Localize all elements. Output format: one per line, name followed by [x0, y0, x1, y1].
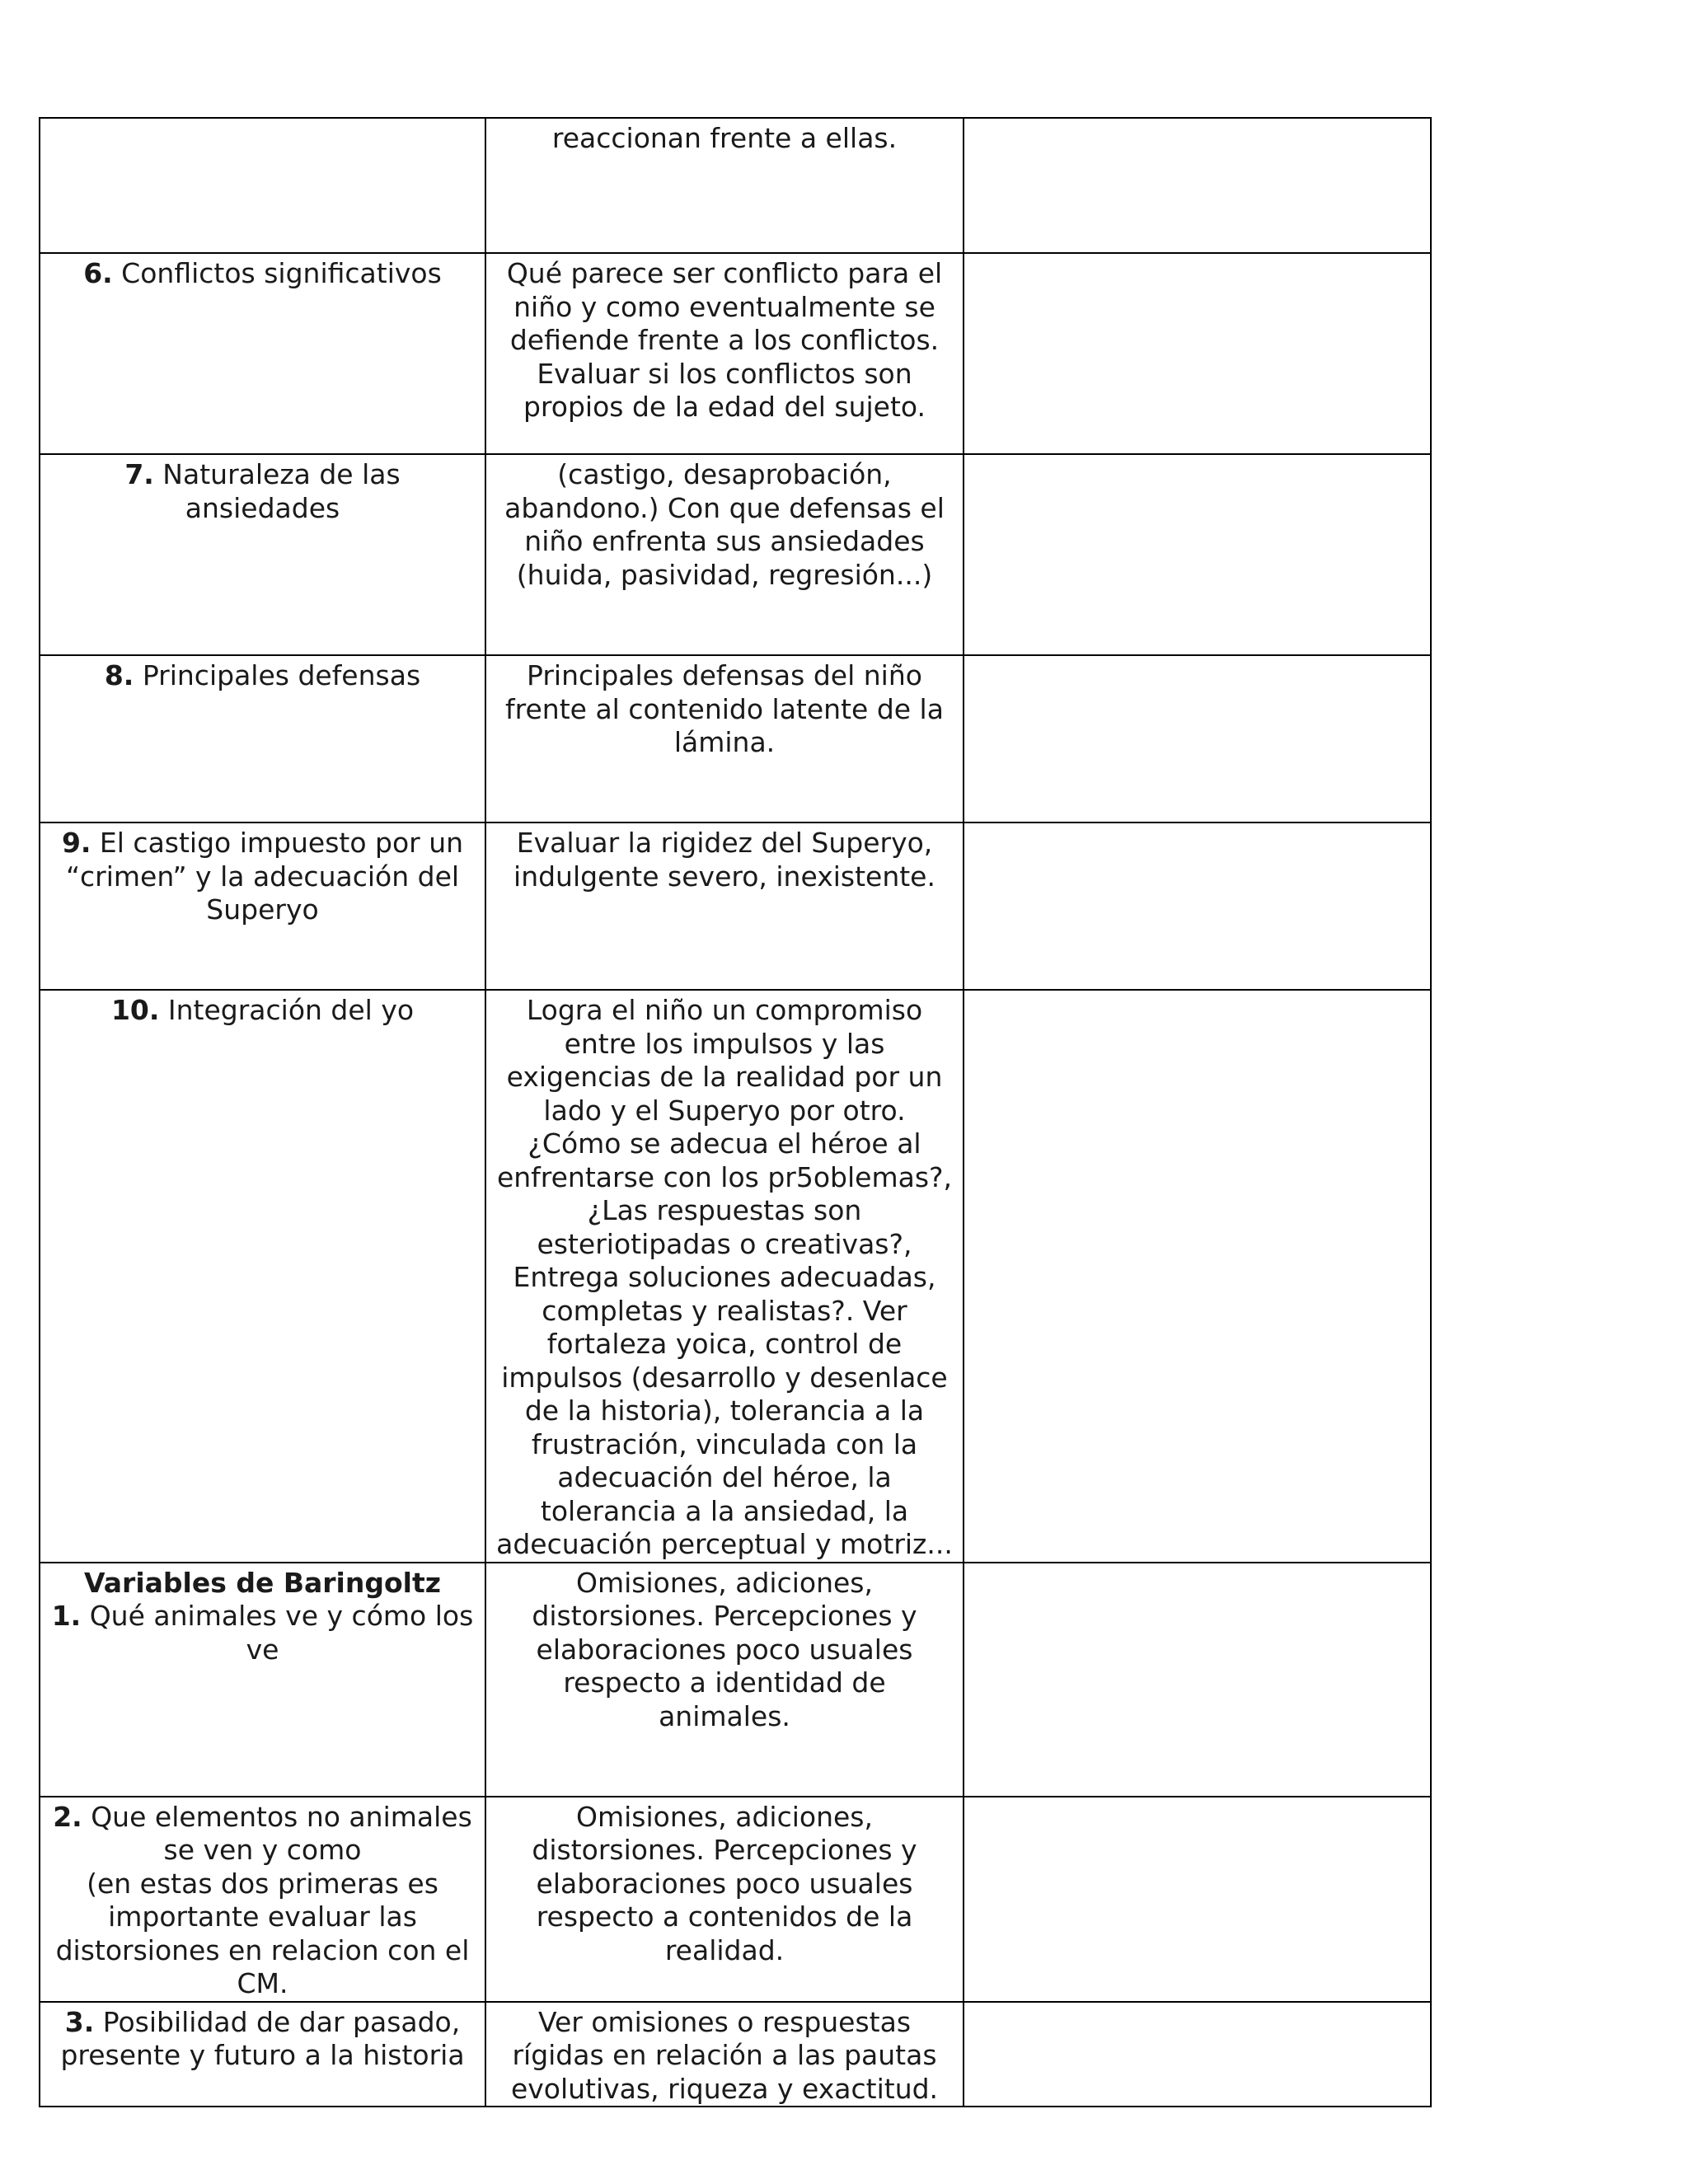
notes-cell [964, 823, 1431, 990]
notes-cell [964, 655, 1431, 823]
description-cell [485, 823, 964, 990]
variable-label: Qué animales ve y cómo los ve [81, 1600, 474, 1666]
table-row [40, 655, 1431, 823]
table-row [40, 1563, 1431, 1797]
variable-cell [40, 2002, 485, 2107]
description-text: Evaluar la rigidez del Superyo, indulgente severo, inexistente. [513, 827, 935, 893]
item-number: 7. [124, 458, 154, 490]
description-cell [485, 454, 964, 655]
item-number: 6. [83, 257, 113, 289]
variable-cell [40, 655, 485, 823]
variable-cell [40, 1797, 485, 2002]
description-cell [485, 655, 964, 823]
description-cell [485, 2002, 964, 2107]
description-cell [485, 1563, 964, 1797]
description-cell [485, 253, 964, 454]
description-text: reaccionan frente a ellas. [551, 122, 898, 154]
notes-cell [964, 990, 1431, 1563]
description-text: Omisiones, adiciones, distorsiones. Percepciones y elaboraciones poco usuales respecto a contenidos de la realidad. [532, 1800, 917, 1966]
table-row [40, 118, 1431, 253]
variable-label: Posibilidad de dar pasado, presente y futuro a la historia [60, 2005, 465, 2071]
item-number: 1. [51, 1600, 82, 1632]
item-number: 10. [110, 994, 160, 1026]
variable-cell [40, 1563, 485, 1797]
description-text: Logra el niño un compromiso entre los impulsos y las exigencias de la realidad por un lado y el Superyo por otro. ¿Cómo se adecua el héroe al enfrentarse con los pr5oblemas?, ¿Las respuestas son esteriotipadas o creativas?, Entrega soluciones adecuadas, completas y realistas?. Ver fortaleza yoica, control de impulsos (desarrollo y desenlace de la historia), tolerancia a la frustración, vinculada con la adecuación del héroe, la tolerancia a la ansiedad, la adecuación perceptual y motriz... [496, 994, 953, 1560]
description-text: Ver omisiones o respuestas rígidas en relación a las pautas evolutivas, riqueza y exactitud. [510, 2005, 939, 2105]
variable-cell [40, 253, 485, 454]
variable-label: Conflictos significativos [112, 257, 442, 289]
item-number: 2. [53, 1800, 82, 1833]
item-number: 8. [104, 659, 134, 691]
item-number: 9. [61, 827, 91, 859]
table-row [40, 823, 1431, 990]
variable-note: (en estas dos primeras es importante evaluar las distorsiones en relacion con el CM. [55, 1867, 470, 1999]
variable-label: Naturaleza de las ansiedades [153, 458, 401, 524]
description-text: (castigo, desaprobación, abandono.) Con que defensas el niño enfrenta sus ansiedades (huida, pasividad, regresión...) [504, 458, 945, 591]
description-cell [485, 118, 964, 253]
notes-cell [964, 2002, 1431, 2107]
notes-cell [964, 118, 1431, 253]
description-text: Qué parece ser conflicto para el niño y como eventualmente se defiende frente a los conflictos. Evaluar si los conflictos son propios de la edad del sujeto. [506, 257, 943, 423]
section-heading: Variables de Baringoltz [84, 1566, 441, 1599]
notes-cell [964, 454, 1431, 655]
notes-cell [964, 1797, 1431, 2002]
variable-cell [40, 454, 485, 655]
variable-label: Principales defensas [134, 659, 421, 691]
table-row [40, 1797, 1431, 2002]
notes-cell [964, 1563, 1431, 1797]
description-cell [485, 990, 964, 1563]
variable-cell [40, 118, 485, 253]
evaluation-table [39, 117, 1432, 2107]
description-cell [485, 1797, 964, 2002]
variable-label: Que elementos no animales se ven y como [82, 1800, 472, 1866]
item-number: 3. [64, 2005, 95, 2038]
variable-label: El castigo impuesto por un “crimen” y la adecuación del Superyo [65, 827, 464, 926]
notes-cell [964, 253, 1431, 454]
table-row [40, 454, 1431, 655]
variable-cell [40, 990, 485, 1563]
description-text: Principales defensas del niño frente al contenido latente de la lámina. [505, 659, 944, 758]
variable-label: Integración del yo [159, 994, 415, 1026]
description-text: Omisiones, adiciones, distorsiones. Percepciones y elaboraciones poco usuales respecto a identidad de animales. [532, 1566, 917, 1732]
table-row [40, 990, 1431, 1563]
variable-cell [40, 823, 485, 990]
table-row [40, 253, 1431, 454]
table-row [40, 2002, 1431, 2107]
